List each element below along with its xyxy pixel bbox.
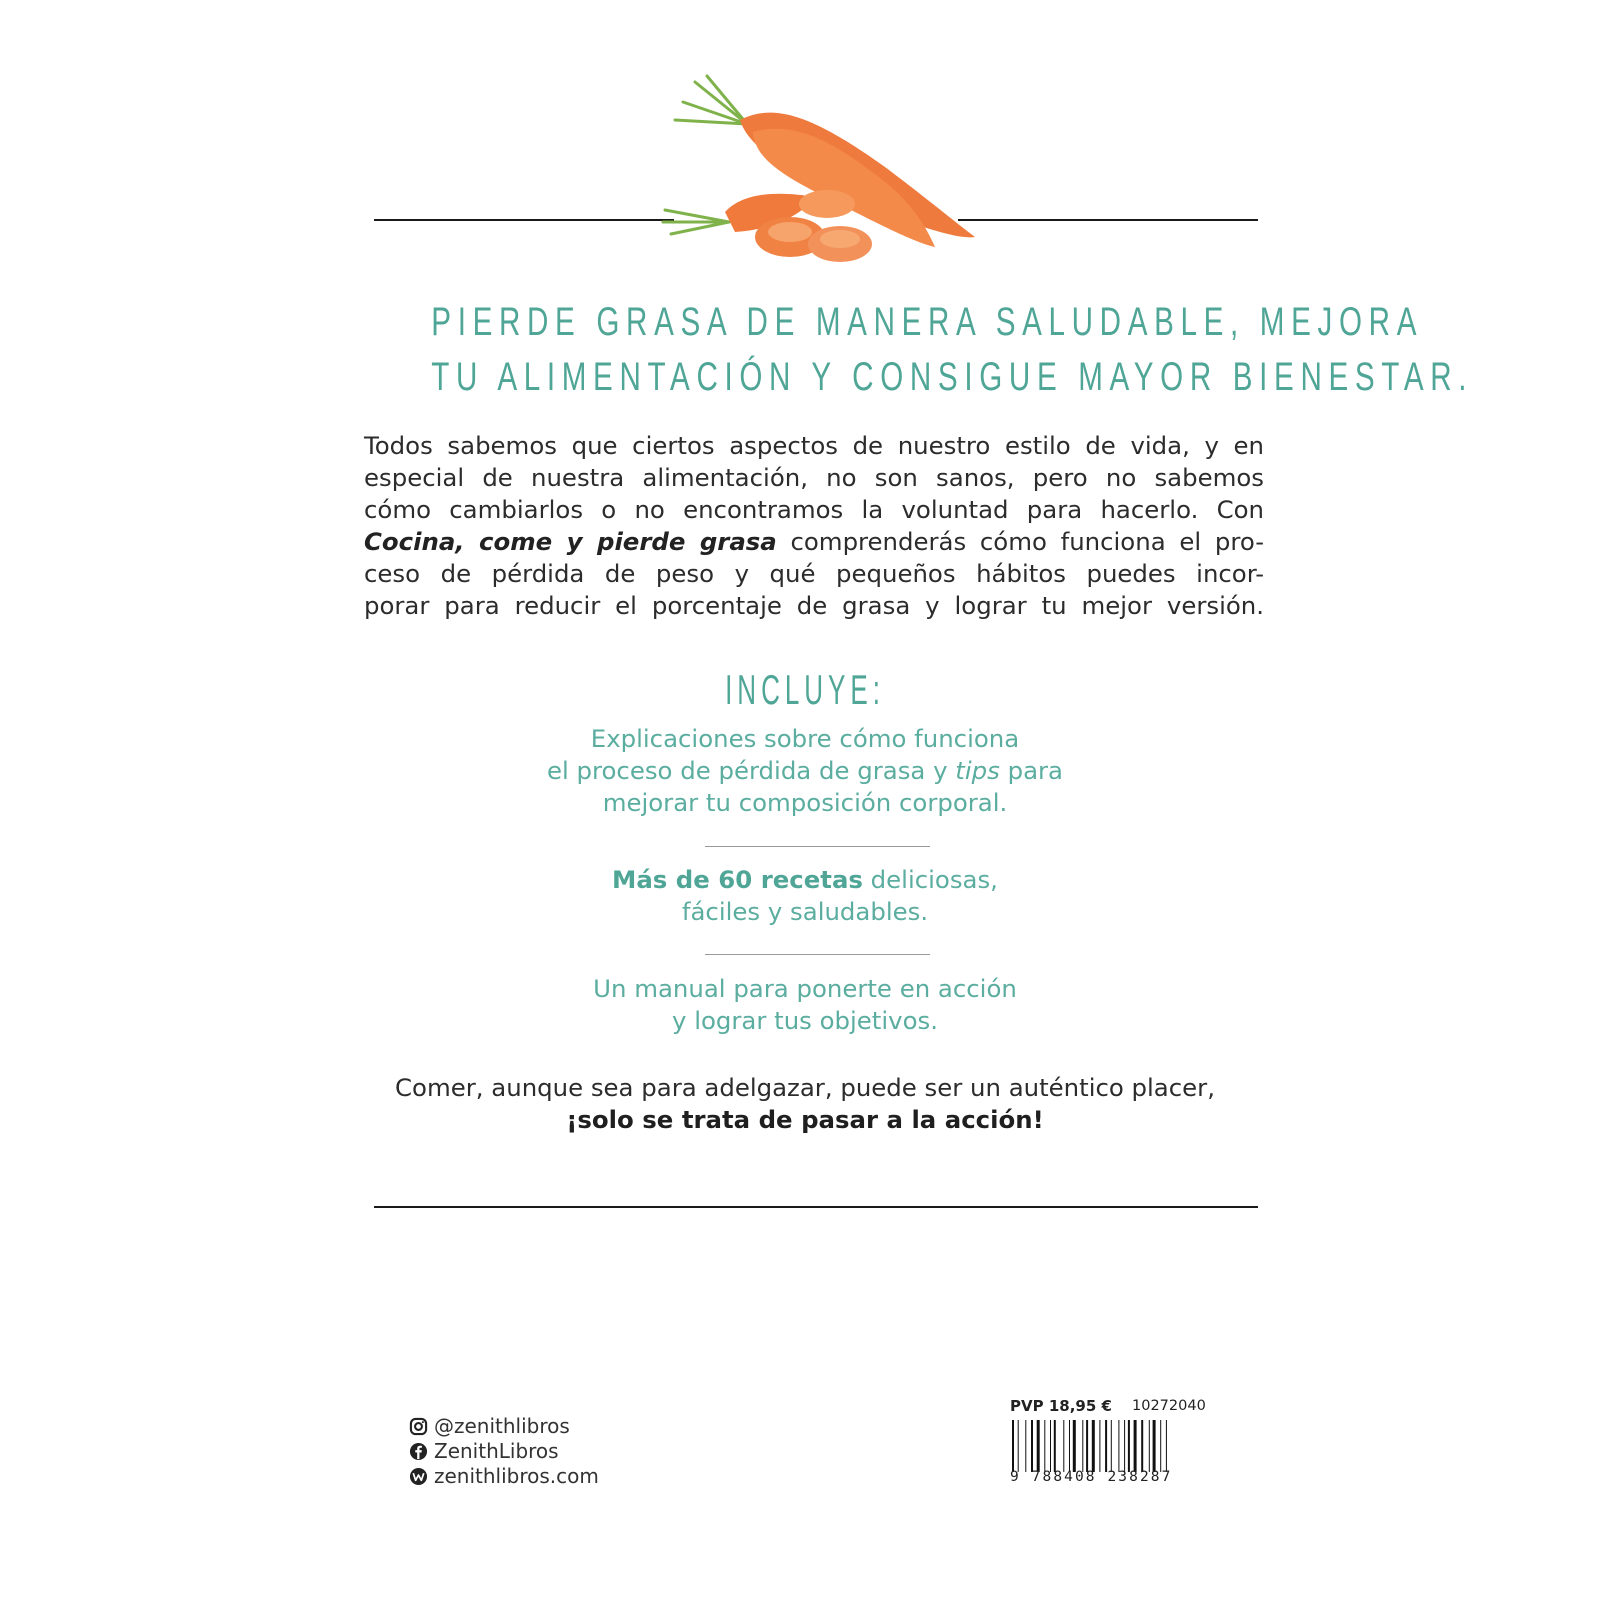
barcode-bar [1037, 1420, 1040, 1472]
barcode-bar [1118, 1420, 1119, 1472]
barcode-bar [1134, 1420, 1137, 1472]
intro-line: ceso de pérdida de peso y qué pequeños hábitos puedes incor- [364, 559, 1264, 588]
barcode-bar [1044, 1420, 1045, 1472]
barcode-bar [1124, 1420, 1125, 1472]
item-line: y lograr tus objetivos. [672, 1006, 938, 1035]
barcode-bar [1018, 1420, 1019, 1472]
closing-line: Comer, aunque sea para adelgazar, puede ser un auténtico placer, [395, 1073, 1215, 1102]
social-instagram[interactable] [409, 1414, 599, 1439]
closing-paragraph [305, 1072, 1305, 1136]
headline-line-2: TU ALIMENTACIÓN Y CONSIGUE MAYOR BIENESTAR. [431, 355, 1474, 399]
headline-line-1: PIERDE GRASA DE MANERA SALUDABLE, MEJORA [431, 300, 1424, 344]
barcode-bar [1054, 1420, 1056, 1472]
divider [705, 846, 930, 847]
item-line [405, 864, 1205, 896]
barcode-bar [1111, 1420, 1112, 1472]
website-icon [409, 1467, 428, 1486]
top-rule-left [374, 219, 674, 221]
includes-item-explanations [405, 723, 1205, 819]
item-text: deliciosas, [862, 865, 998, 894]
barcode-bar [1160, 1420, 1161, 1472]
barcode-bar [1128, 1420, 1130, 1472]
closing-line [305, 1104, 1305, 1136]
barcode-bar [1073, 1420, 1076, 1472]
barcode-bar [1105, 1420, 1107, 1472]
barcode-bar [1050, 1420, 1051, 1472]
intro-line: porar para reducir el porcentaje de grasa y lograr tu mejor versión. [364, 591, 1264, 620]
intro-line [364, 526, 1264, 558]
barcode-bar [1063, 1420, 1064, 1472]
website-url[interactable]: zenithlibros.com [434, 1464, 599, 1488]
barcode-bar [1149, 1420, 1150, 1472]
facebook-page[interactable]: ZenithLibros [434, 1439, 559, 1463]
item-line: Explicaciones sobre cómo funciona [590, 724, 1020, 753]
item-line: fáciles y saludables. [681, 897, 929, 926]
intro-paragraph [364, 430, 1264, 622]
closing-emphasis: ¡solo se trata de pasar a la acción! [566, 1105, 1044, 1134]
includes-item-manual [405, 973, 1205, 1037]
facebook-icon [409, 1442, 428, 1461]
barcode-bar [1099, 1420, 1100, 1472]
includes-heading: INCLUYE: [725, 666, 885, 713]
bottom-rule [374, 1206, 1258, 1208]
social-links [409, 1414, 599, 1489]
barcode-bar [1012, 1420, 1014, 1472]
intro-line: especial de nuestra alimentación, no son sanos, pero no sabemos [364, 463, 1264, 492]
item-line: mejorar tu composición corporal. [602, 788, 1008, 817]
item-text: para [999, 756, 1063, 785]
intro-line: Todos sabemos que ciertos aspectos de nuestro estilo de vida, y en [364, 431, 1264, 460]
item-text-bold: Más de 60 recetas [612, 865, 863, 894]
includes-item-recipes [405, 864, 1205, 928]
reference-number: 10272040 [1132, 1398, 1206, 1414]
item-text-italic: tips [955, 756, 1000, 785]
carrots-illustration [655, 72, 995, 272]
barcode-bar [1141, 1420, 1143, 1472]
barcode-bar [1025, 1420, 1026, 1472]
barcode-bar [1092, 1420, 1095, 1472]
barcode-bar [1031, 1420, 1033, 1472]
social-web[interactable] [409, 1464, 599, 1489]
item-line [405, 755, 1205, 787]
social-facebook[interactable] [409, 1439, 599, 1464]
barcode-bar [1082, 1420, 1083, 1472]
item-line: Un manual para ponerte en acción [593, 974, 1017, 1003]
instagram-icon [409, 1417, 428, 1436]
barcode-bar [1166, 1420, 1167, 1472]
book-title: Cocina, come y pierde grasa [364, 527, 777, 556]
divider [705, 954, 930, 955]
barcode-digits: 9 788408 238287 [1010, 1469, 1173, 1485]
price-label: PVP 18,95 € [1010, 1397, 1112, 1415]
instagram-handle[interactable]: @zenithlibros [434, 1414, 570, 1438]
top-rule-right [958, 219, 1258, 221]
intro-line-rest: comprenderás cómo funciona el pro- [776, 527, 1264, 556]
barcode-bar [1069, 1420, 1070, 1472]
item-text: el proceso de pérdida de grasa y [547, 756, 956, 785]
barcode-bar [1153, 1420, 1156, 1472]
barcode-bar [1086, 1420, 1088, 1472]
intro-line: cómo cambiarlos o no encontramos la voluntad para hacerlo. Con [364, 495, 1264, 524]
